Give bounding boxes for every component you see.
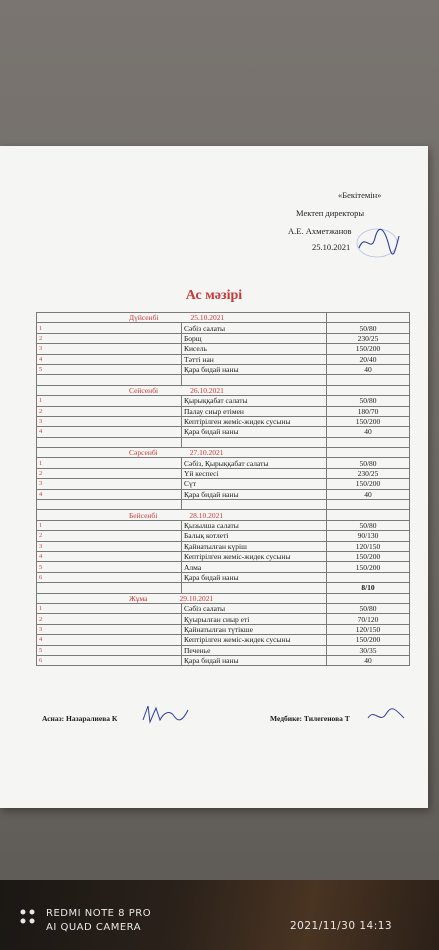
- menu-item-row: [37, 645, 410, 655]
- spacer-row: [37, 437, 410, 447]
- item-number: 2: [37, 531, 182, 541]
- timestamp-watermark: 2021/11/30 14:13: [290, 920, 393, 932]
- day-header-row: [37, 593, 410, 603]
- camera-model-watermark: REDMI NOTE 8 PRO: [46, 908, 152, 919]
- item-portion: 150/200: [327, 635, 410, 645]
- spacer-row: [37, 500, 410, 510]
- item-portion: 150/200: [327, 344, 410, 354]
- day-header: [37, 510, 327, 520]
- item-number: 1: [37, 323, 182, 333]
- camera-logo-icon: [18, 907, 40, 929]
- day-header-row: [37, 313, 410, 323]
- menu-item-row: [37, 333, 410, 343]
- item-portion: 50/80: [327, 458, 410, 468]
- menu-item-row: [37, 354, 410, 364]
- menu-item-row: [37, 520, 410, 530]
- item-name: Қара бидай наны: [182, 655, 327, 665]
- item-number: 6: [37, 655, 182, 665]
- day-date: 27.10.2021: [189, 448, 224, 458]
- day-date: 26.10.2021: [190, 385, 224, 395]
- item-name: Сәбіз, Қырыққабат салаты: [182, 458, 327, 468]
- item-number: 4: [37, 354, 182, 364]
- item-portion: 70/120: [327, 614, 410, 624]
- item-portion: 120/150: [327, 624, 410, 634]
- item-number: 5: [37, 562, 182, 572]
- item-portion: [327, 572, 410, 582]
- camera-type-watermark: AI QUAD CAMERA: [46, 922, 142, 933]
- item-portion: 50/80: [327, 520, 410, 530]
- spacer-cell: [182, 500, 327, 510]
- spacer-cell: [327, 375, 410, 385]
- approval-date: 25.10.2021: [312, 242, 351, 252]
- item-portion: 180/70: [327, 406, 410, 416]
- item-portion: 30/35: [327, 645, 410, 655]
- item-number: 1: [37, 603, 182, 613]
- approval-name: А.Е. Ахметжанов: [288, 226, 352, 236]
- item-name: Қара бидай наны: [182, 489, 327, 499]
- item-number: 3: [37, 624, 182, 634]
- day-header: [37, 448, 327, 458]
- item-number: 2: [37, 333, 182, 343]
- menu-item-row: [37, 624, 410, 634]
- day-header-value: [327, 593, 410, 603]
- item-name: Печенье: [182, 645, 327, 655]
- item-name: Кептірілген жеміс-жидек сусыны: [182, 551, 327, 561]
- menu-item-row: [37, 551, 410, 561]
- total-spacer: [37, 583, 182, 593]
- item-portion: 50/80: [327, 323, 410, 333]
- approval-heading: «Бекітемін»: [338, 190, 382, 200]
- menu-item-row: [37, 416, 410, 426]
- day-name: Дүйсенбі: [129, 313, 159, 323]
- item-name: Палау сиыр етімен: [182, 406, 327, 416]
- menu-table: [36, 312, 410, 666]
- item-number: 3: [37, 479, 182, 489]
- item-number: 2: [37, 406, 182, 416]
- day-header-value: [327, 510, 410, 520]
- total-value: 8/10: [327, 583, 410, 593]
- item-number: 2: [37, 468, 182, 478]
- item-number: 2: [37, 614, 182, 624]
- item-number: 3: [37, 541, 182, 551]
- approval-position: Мектеп директоры: [296, 208, 365, 218]
- day-date: 25.10.2021: [190, 313, 225, 323]
- menu-item-row: [37, 396, 410, 406]
- cook-signature-label: Асназ: Назаралиева К: [42, 714, 118, 723]
- day-header: [37, 313, 327, 323]
- item-number: 6: [37, 572, 182, 582]
- item-name: Қара бидай наны: [182, 364, 327, 374]
- day-header-row: [37, 510, 410, 520]
- item-portion: 40: [327, 489, 410, 499]
- menu-item-row: [37, 344, 410, 354]
- item-portion: 150/200: [327, 479, 410, 489]
- day-header: [37, 593, 327, 603]
- spacer-cell: [182, 437, 327, 447]
- day-header-value: [327, 448, 410, 458]
- menu-item-row: [37, 323, 410, 333]
- menu-item-row: [37, 427, 410, 437]
- item-portion: 40: [327, 655, 410, 665]
- item-number: 1: [37, 520, 182, 530]
- item-number: 1: [37, 396, 182, 406]
- item-name: Кептірілген жеміс-жидек сусыны: [182, 416, 327, 426]
- item-number: 3: [37, 416, 182, 426]
- menu-document: [0, 146, 428, 808]
- day-name: Сәрсенбі: [129, 448, 158, 458]
- menu-item-row: [37, 479, 410, 489]
- day-header: [37, 385, 327, 395]
- menu-item-row: [37, 603, 410, 613]
- item-name: Қайнатылған күріш: [182, 541, 327, 551]
- nurse-signature-label: Медбике: Тилегенова Т: [270, 714, 350, 723]
- item-name: Балық котлеті: [182, 531, 327, 541]
- item-name: Қайнатылған түтікше: [182, 624, 327, 634]
- item-name: Алма: [182, 562, 327, 572]
- item-name: Тәтті нан: [182, 354, 327, 364]
- item-number: 1: [37, 458, 182, 468]
- item-portion: 150/200: [327, 416, 410, 426]
- menu-item-row: [37, 655, 410, 665]
- menu-item-row: [37, 468, 410, 478]
- item-name: Сәбіз салаты: [182, 323, 327, 333]
- item-number: 4: [37, 551, 182, 561]
- item-number: 5: [37, 645, 182, 655]
- day-header-row: [37, 385, 410, 395]
- day-header-value: [327, 313, 410, 323]
- item-name: Үй кеспесі: [182, 468, 327, 478]
- item-number: 3: [37, 344, 182, 354]
- menu-item-row: [37, 458, 410, 468]
- menu-item-row: [37, 406, 410, 416]
- item-portion: 40: [327, 364, 410, 374]
- menu-item-row: [37, 635, 410, 645]
- menu-item-row: [37, 614, 410, 624]
- menu-item-row: [37, 562, 410, 572]
- menu-item-row: [37, 572, 410, 582]
- item-portion: 40: [327, 427, 410, 437]
- spacer-cell: [182, 375, 327, 385]
- menu-item-row: [37, 364, 410, 374]
- day-header-value: [327, 385, 410, 395]
- nurse-signature: [366, 706, 406, 726]
- item-name: Борщ: [182, 333, 327, 343]
- item-name: Қызылша салаты: [182, 520, 327, 530]
- menu-item-row: [37, 541, 410, 551]
- menu-item-row: [37, 489, 410, 499]
- item-number: 4: [37, 427, 182, 437]
- day-name: Сейсенбі: [129, 385, 159, 395]
- item-name: Қара бидай наны: [182, 427, 327, 437]
- page-title: Ас мәзірі: [185, 288, 243, 303]
- spacer-cell: [327, 437, 410, 447]
- item-portion: 230/25: [327, 333, 410, 343]
- item-number: 4: [37, 635, 182, 645]
- day-name: Бейсенбі: [129, 510, 158, 520]
- item-portion: 20/40: [327, 354, 410, 364]
- item-name: Сүт: [182, 479, 327, 489]
- day-header-row: [37, 448, 410, 458]
- item-number: 5: [37, 364, 182, 374]
- item-name: Қара бидай наны: [182, 572, 327, 582]
- spacer-row: [37, 375, 410, 385]
- total-row: [37, 583, 410, 593]
- director-signature-stamp: [355, 226, 401, 260]
- day-date: 29.10.2021: [179, 593, 214, 603]
- item-name: Қырыққабат салаты: [182, 396, 327, 406]
- day-date: 28.10.2021: [189, 510, 224, 520]
- item-portion: 90/130: [327, 531, 410, 541]
- item-name: Қуырылған сиыр еті: [182, 614, 327, 624]
- total-spacer: [182, 583, 327, 593]
- spacer-cell: [37, 500, 182, 510]
- item-name: Сәбіз салаты: [182, 603, 327, 613]
- item-portion: 120/150: [327, 541, 410, 551]
- item-portion: 50/80: [327, 603, 410, 613]
- item-name: Кептірілген жеміс-жидек сусыны: [182, 635, 327, 645]
- item-number: 4: [37, 489, 182, 499]
- menu-item-row: [37, 531, 410, 541]
- spacer-cell: [37, 375, 182, 385]
- item-portion: 50/80: [327, 396, 410, 406]
- item-portion: 150/200: [327, 562, 410, 572]
- cook-signature: [140, 702, 190, 728]
- spacer-cell: [37, 437, 182, 447]
- item-portion: 150/200: [327, 551, 410, 561]
- day-name: Жұма: [129, 593, 148, 603]
- spacer-cell: [327, 500, 410, 510]
- item-name: Кисель: [182, 344, 327, 354]
- item-portion: 230/25: [327, 468, 410, 478]
